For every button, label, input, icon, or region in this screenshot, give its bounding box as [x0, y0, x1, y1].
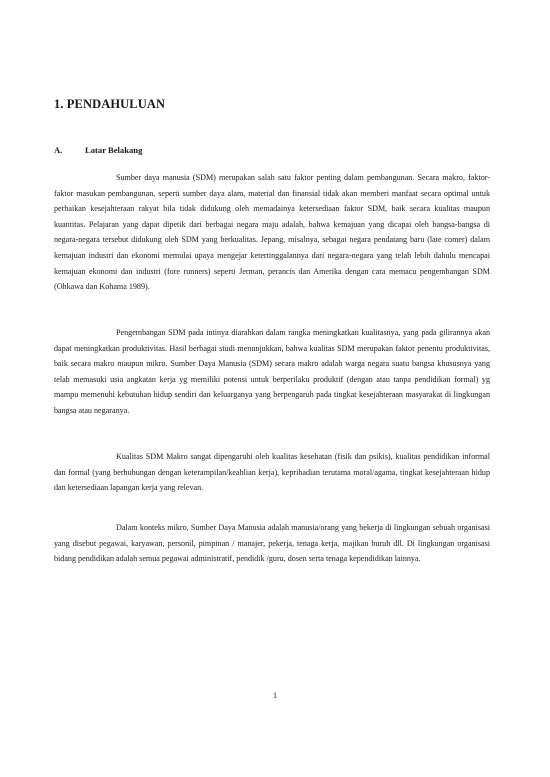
section-number: A.: [54, 145, 63, 155]
paragraph-2: Pengembangan SDM pada intinya diarahkan dalam rangka meningkatkan kualitasnya, yang pada gilirannya akan dapat meningkatkan produktivitas. Hasil berbagai studi menunjukkan, bahwa kualitas SDM merupakan faktor penentu produktivitas, baik secara makro maupun mikro. Sumber Daya Manusia (SDM) secara makro adalah warga negara suatu bangsa khususnya yang telah memasuki usia angkatan kerja yg memiliki potensi untuk berperilaku produktif (dengan atau tanpa pendidikan formal) yg mampu memenuhi kebutuhan hidup sendiri dan keluarganya yang berpengaruh pada tingkat kesejahteraan masyarakat di lingkungan bangsa atau negaranya.: [54, 328, 490, 415]
page-number: 1: [272, 690, 278, 700]
section-heading: [54, 145, 142, 155]
paragraph-4: Dalam konteks mikro, Sumber Daya Manusia adalah manusia/orang yang bekerja di lingkungan sebuah organisasi yang disebut pegawai, karyawan, personil, pimpinan / manajer, pekerja, tenaga kerja, majikan buruh dll. Di lingkungan organisasi bidang pendidikan adalah semua pegawai administratif, pendidik /guru, dosen serta tenaga kependidikan lainnya.: [54, 523, 490, 564]
paragraph-1: Sumber daya manusia (SDM) merupakan salah satu faktor penting dalam pembangunan. Secara makro, faktor-faktor masukan pembangunan, seperti sumber daya alam, material dan finansial tidak akan memberi manfaat secara optimal untuk perbaikan kesejahteraan rakyat bila tidak didukung oleh memadainya ketersediaan faktor SDM, baik secara kualitas maupun kuantitas. Pelajaran yang dapat dipetik dari berbagai negara maju adalah, bahwa kemajuan yang dicapai oleh bangsa-bangsa di negara-negara tersebut didukung oleh SDM yang berkualitas. Jepang, misalnya, sebagai negara pendatang baru (late comer) dalam kemajuan industri dan ekonomi memulai upaya mengejar ketertinggalannya dari negara-negara yang telah lebih dahulu mencapai kemajuan ekonomi dan industri (fore runners) seperti Jerman, perancis dan Amerika dengan cara memacu pengembangan SDM (Ohkawa dan Kohama 1989).: [54, 173, 490, 292]
paragraph-3: Kualitas SDM Makro sangat dipengaruhi oleh kualitas kesehatan (fisik dan psikis), kualitas pendidikan informal dan formal (yang berhubungan dengan keterampilan/keahlian kerja), kepribadian terutama moral/agama, tingkat kesejahteraan hidup dan ketersediaan lapangan kerja yang relevan.: [54, 452, 490, 493]
section-title: Latar Belakang: [85, 145, 143, 155]
chapter-title: 1. PENDAHULUAN: [54, 97, 166, 111]
